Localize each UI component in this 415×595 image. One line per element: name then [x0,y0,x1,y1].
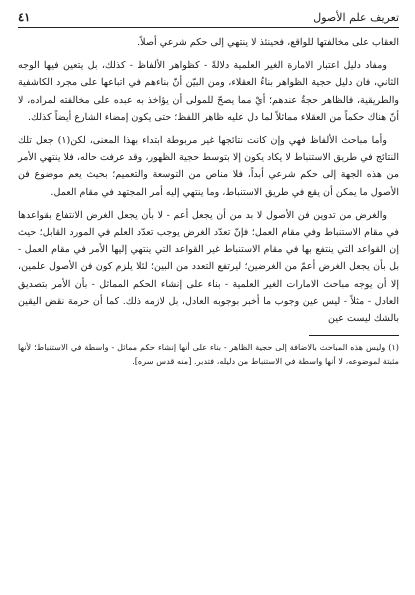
page-number: ٤١ [18,10,31,24]
document-page [18,10,399,585]
main-text [18,34,399,327]
paragraph-1: العقاب على مخالفتها للواقع، فحينئذ لا ينتهي إلى حكم شرعي أصلاً. [137,37,399,48]
running-header [18,10,399,28]
paragraph-3: وأما مباحث الألفاظ فهي وإن كانت نتائجها غير مربوطة ابتداء بهذا المعنى، لكن(١) جعل تلك النتائج في طريق الاستنباط لا يكاد يكون إلا بتوسط حجية الظهور، وقد عرفت حاله، فلا ينتهي الأمر من هذه الجهة إلى حكم شرعي أبداً، فلا مناص من التوسعة والتعميم؛ بحيث يعم موضوع فن الأصول ما يمكن أن يقع في طريق الاستنباط، وما ينتهي إليه أمر المجتهد في مقام العمل. [18,135,399,198]
footnote-separator [309,335,399,336]
paragraph-2: ومفاد دليل اعتبار الامارة الغير العلمية دلالةً - كظواهر الألفاظ - كذلك، بل يتعين فيها الوجه الثاني، فان دليل حجية الظواهر بناءُ العقلاء، ومن البيّن أنّ بناءهم في اتباعها على مجرد الكاشفية والطريقية، فالظاهر حجةٌ عندهم؛ أيْ مما يصحّ للمولى أن يؤاخذ به عبده على مخالفته لمراده، لا أنّ هناك حكماً من العقلاء مماثلاً لما دل عليه ظاهر اللفظ؛ حتى يكون إمضاء الشارع أيضاً كذلك. [18,60,399,123]
running-title: تعريف علم الأصول [313,11,399,24]
paragraph-4: والغرض من تدوين فن الأصول لا بد من أن يجعل أعم - لا بأن يجعل الغرض الانتفاع بقواعدها في مقام الاستنباط وفي مقام العمل؛ فإنّ تعدّد الغرض يوجب تعدّد العلم في المورد القابل؛ حيث إن القواعد التي ينتفع بها في مقام الاستنباط غير القواعد التي ينتهي إليها الأمر في مقام العمل - بل بأن يجعل الغرض أعمّ من الغرضين؛ ليرتفع التعدد من البين؛ لئلا يلزم كون فن الأصول علمين، إلا أن يوجه مباحث الامارات الغير العلمية - بناء على إنشاء الحكم المماثل - بأن الأمر بتصديق العادل - مثلاً - ليس عين وجوب ما أخبر بوجوبه العادل، بل لازمه ذلك. كما أن حرمة نقض اليقين بالشك ليست عين [18,209,399,325]
footnote-separator-wrap [18,327,399,340]
footnote: (١) وليس هذه المباحث بالاضافة إلى حجية الظاهر - بناء على أنها إنشاء حكم مماثل - واسطة في الاستنباط؛ لأنها مثبتة لموضوعه، لا أنها واسطة في الاستنباط من دليله، فتدبر. [منه قدس سره]. [18,342,399,367]
